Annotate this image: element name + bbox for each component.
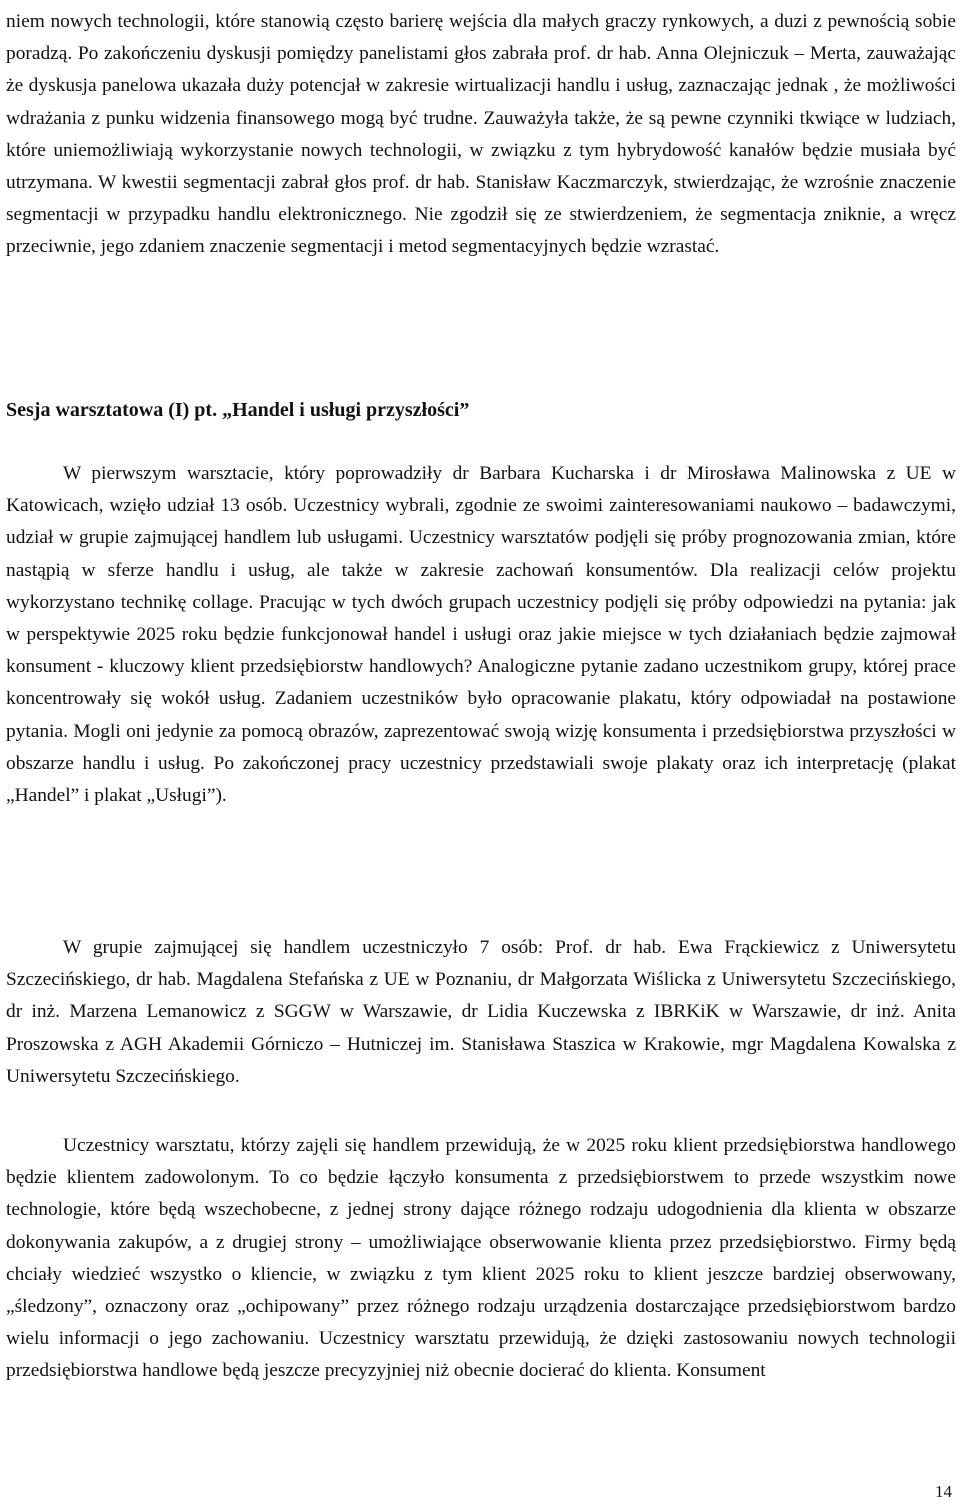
paragraph-workshop-intro: W pierwszym warsztacie, który poprowadziły dr Barbara Kucharska i dr Mirosława Malinowska z UE w Katowicach, wzięło udział 13 osób. Uczestnicy wybrali, zgodnie ze swoimi zainteresowaniami naukowo – badawczymi, udział w grupie zajmującej handlem lub usługami. Uczestnicy warsztatów podjęli się próby prognozowania zmian, które nastąpią w sferze handlu i usług, ale także w zakresie zachowań konsumentów. Dla realizacji celów projektu wykorzystano technikę collage. Pracując w tych dwóch grupach uczestnicy podjęli się próby odpowiedzi na pytania: jak w perspektywie 2025 roku będzie funkcjonował handel i usługi oraz jakie miejsce w tych działaniach będzie zajmował konsument - kluczowy klient przedsiębiorstw handlowych? Analogiczne pytanie zadano uczestnikom grupy, której prace koncentrowały się wokół usług. Zadaniem uczestników było opracowanie plakatu, który odpowiadał na postawione pytania. Mogli oni jedynie za pomocą obrazów, zaprezentować swoją wizję konsumenta i przedsiębiorstwa przyszłości w obszarze handlu i usług. Po zakończonej pracy uczestnicy przedstawiali swoje plakaty oraz ich interpretację (plakat „Handel” i plakat „Usługi”). <box>6 463 956 807</box>
section-heading: Sesja warsztatowa (I) pt. „Handel i usługi przyszłości” <box>6 399 470 421</box>
page-number: 14 <box>935 1482 952 1501</box>
paragraph-trade-findings: Uczestnicy warsztatu, którzy zajęli się handlem przewidują, że w 2025 roku klient przedsiębiorstwa handlowego będzie klientem zadowolonym. To co będzie łączyło konsumenta z przedsiębiorstwem to przede wszystkim nowe technologie, które będą wszechobecne, z jednej strony dające różnego rodzaju udogodnienia dla klienta w obszarze dokonywania zakupów, a z drugiej strony – umożliwiające obserwowanie klienta przez przedsiębiorstwo. Firmy będą chciały wiedzieć wszystko o kliencie, w związku z tym klient 2025 roku to klient jeszcze bardziej obserwowany, „śledzony”, oznaczony oraz „ochipowany” przez różnego rodzaju urządzenia dostarczające przedsiębiorstwom bardzo wielu informacji o jego zachowaniu. Uczestnicy warsztatu przewidują, że dzięki zastosowaniu nowych technologii przedsiębiorstwa handlowe będą jeszcze precyzyjniej niż obecnie docierać do klienta. Konsument <box>6 1135 956 1382</box>
paragraph-trade-group: W grupie zajmującej się handlem uczestniczyło 7 osób: Prof. dr hab. Ewa Frąckiewicz z Uniwersytetu Szczecińskiego, dr hab. Magdalena Stefańska z UE w Poznaniu, dr Małgorzata Wiślicka z Uniwersytetu Szczecińskiego, dr inż. Marzena Lemanowicz z SGGW w Warszawie, dr Lidia Kuczewska z IBRKiK w Warszawie, dr inż. Anita Proszowska z AGH Akademii Górniczo – Hutniczej im. Stanisława Staszica w Krakowie, mgr Magdalena Kowalska z Uniwersytetu Szczecińskiego. <box>6 937 956 1087</box>
paragraph-discussion: niem nowych technologii, które stanowią często barierę wejścia dla małych graczy rynkowych, a duzi z pewnością sobie poradzą. Po zakończeniu dyskusji pomiędzy panelistami głos zabrała prof. dr hab. Anna Olejniczuk – Merta, zauważając że dyskusja panelowa ukazała duży potencjał w zakresie wirtualizacji handlu i usług, zaznaczając jednak , że możliwości wdrażania z punku widzenia finansowego mogą być trudne. Zauważyła także, że są pewne czynniki tkwiące w ludziach, które uniemożliwiają wykorzystanie nowych technologii, w związku z tym hybrydowość kanałów będzie musiała być utrzymana. W kwestii segmentacji zabrał głos prof. dr hab. Stanisław Kaczmarczyk, stwierdzając, że wzrośnie znaczenie segmentacji w przypadku handlu elektronicznego. Nie zgodził się ze stwierdzeniem, że segmentacja zniknie, a wręcz przeciwnie, jego zdaniem znaczenie segmentacji i metod segmentacyjnych będzie wzrastać. <box>6 11 956 258</box>
